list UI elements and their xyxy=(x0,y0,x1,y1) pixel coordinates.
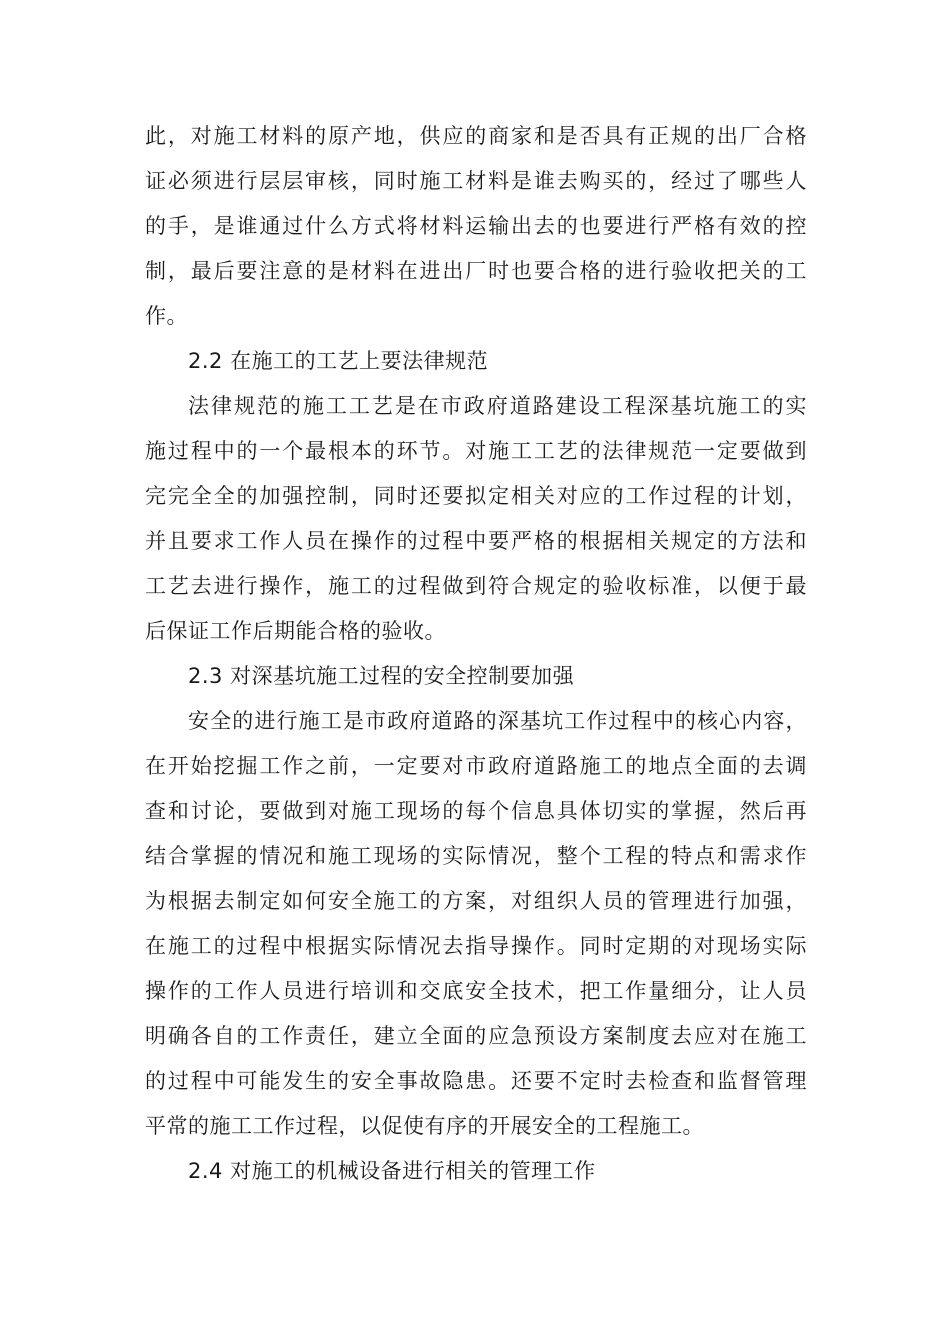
text-line: 作。 xyxy=(145,304,188,328)
section-heading: 2.4 对施工的机械设备进行相关的管理工作 xyxy=(188,1159,596,1183)
text-line: 操作的工作人员进行培训和交底安全技术，把工作量细分，让人员 xyxy=(145,979,807,1003)
text-line: 的手，是谁通过什么方式将材料运输出去的也要进行严格有效的控 xyxy=(145,214,807,238)
text-line: 后保证工作后期能合格的验收。 xyxy=(145,619,446,643)
text-line: 并且要求工作人员在操作的过程中要严格的根据相关规定的方法和 xyxy=(145,529,807,553)
text-line: 结合掌握的情况和施工现场的实际情况，整个工程的特点和需求作 xyxy=(145,844,807,868)
text-line: 平常的施工工作过程，以促使有序的开展安全的工程施工。 xyxy=(145,1114,704,1138)
text-line: 此，对施工材料的原产地，供应的商家和是否具有正规的出厂合格 xyxy=(145,124,807,148)
text-line: 查和讨论，要做到对施工现场的每个信息具体切实的掌握，然后再 xyxy=(145,799,807,823)
text-line: 制，最后要注意的是材料在进出厂时也要合格的进行验收把关的工 xyxy=(145,259,807,283)
text-line: 完完全全的加强控制，同时还要拟定相关对应的工作过程的计划， xyxy=(145,484,807,508)
text-line: 明确各自的工作责任，建立全面的应急预设方案制度去应对在施工 xyxy=(145,1024,807,1048)
text-line: 法律规范的施工工艺是在市政府道路建设工程深基坑施工的实 xyxy=(188,394,807,418)
text-line: 工艺去进行操作，施工的过程做到符合规定的验收标准，以便于最 xyxy=(145,574,807,598)
text-line: 为根据去制定如何安全施工的方案，对组织人员的管理进行加强， xyxy=(145,889,807,913)
section-heading: 2.3 对深基坑施工过程的安全控制要加强 xyxy=(188,664,575,688)
text-line: 在施工的过程中根据实际情况去指导操作。同时定期的对现场实际 xyxy=(145,934,807,958)
text-line: 证必须进行层层审核，同时施工材料是谁去购买的，经过了哪些人 xyxy=(145,169,807,193)
text-line: 施过程中的一个最根本的环节。对施工工艺的法律规范一定要做到 xyxy=(145,439,807,463)
text-line: 的过程中可能发生的安全事故隐患。还要不定时去检查和监督管理 xyxy=(145,1069,807,1093)
section-heading: 2.2 在施工的工艺上要法律规范 xyxy=(188,349,489,373)
text-line: 在开始挖掘工作之前，一定要对市政府道路施工的地点全面的去调 xyxy=(145,754,807,778)
text-line: 安全的进行施工是市政府道路的深基坑工作过程中的核心内容， xyxy=(188,709,807,733)
